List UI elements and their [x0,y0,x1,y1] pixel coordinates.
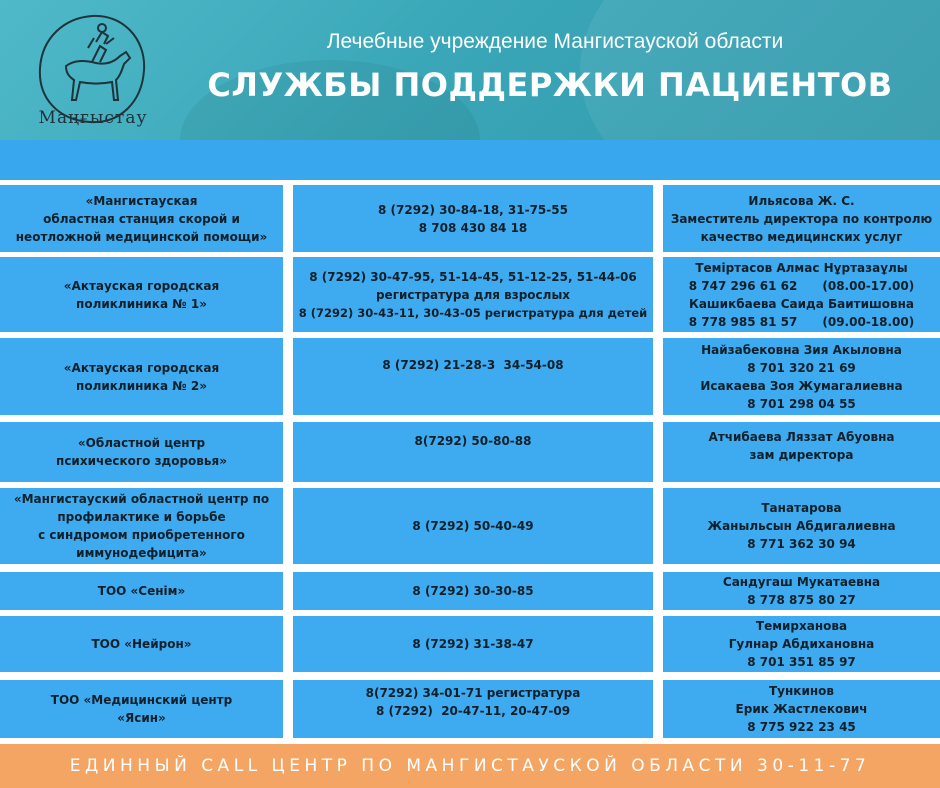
table-row-org: ТОО «Сенім» [0,572,283,610]
table-row-phones: 8(7292) 34-01-71 регистратура 8 (7292) 20-47-11, 20-47-09 [293,680,653,738]
table-row-phones: 8 (7292) 30-30-85 [293,572,653,610]
table-row-phones: 8 (7292) 31-38-47 [293,616,653,672]
table-row-org: «Актауская городская поликлиника № 1» [0,257,283,332]
table-row-contact: Теміртасов Алмас Нұртазаұлы 8 747 296 61 62 (08.00-17.00) Кашикбаева Саида Баитишовна 8 778 985 81 57 (09.00-18.00) [663,257,940,332]
page-title: СЛУЖБЫ ПОДДЕРЖКИ ПАЦИЕНТОВ [207,66,893,104]
table-row-contact: Ильясова Ж. С. Заместитель директора по контролю качество медицинских услуг [663,185,940,252]
table-row-phones: 8 (7292) 50-40-49 [293,488,653,564]
table-row-contact: Найзабековна Зия Акыловна 8 701 320 21 69 Исакаева Зоя Жумагалиевна 8 701 298 04 55 [663,338,940,415]
table-row-contact: Темирханова Гулнар Абдихановна 8 701 351 85 97 [663,616,940,672]
table-row-org: «Мангистауская областная станция скорой и неотложной медицинской помощи» [0,185,283,252]
table-row-contact: Сандугаш Мукатаевна 8 778 875 80 27 [663,572,940,610]
table-row-org: ТОО «Нейрон» [0,616,283,672]
table-row-org: «Областной центр психического здоровья» [0,422,283,482]
table-row-phones: 8 (7292) 30-47-95, 51-14-45, 51-12-25, 51-44-06 регистратура для взрослых 8 (7292) 30-43-11, 30-43-05 регистратура для детей [293,257,653,332]
call-center-footer: ЕДИННЫЙ CALL ЦЕНТР ПО МАНГИСТАУСКОЙ ОБЛАСТИ 30-11-77 [0,744,940,788]
table-row-contact: Танатарова Жаныльсын Абдигалиевна 8 771 362 30 94 [663,488,940,564]
header-banner [0,0,940,140]
table-row-contact: Атчибаева Ляззат Абуовна зам директора [663,422,940,482]
table-row-org: «Мангистауский областной центр по профилактике и борьбе с синдромом приобретенного иммунодефицита» [0,488,283,564]
table-row-org: ТОО «Медицинский центр «Ясин» [0,680,283,738]
table-row-phones: 8 (7292) 30-84-18, 31-75-55 8 708 430 84 18 [293,185,653,252]
table-header-band [0,140,940,180]
table-row-phones: 8 (7292) 21-28-3 34-54-08 [293,338,653,415]
logo-caption: Маңғыстау [38,108,148,128]
page-subtitle: Лечебные учреждение Мангистауской области [326,30,784,53]
table-row-phones: 8(7292) 50-80-88 [293,422,653,482]
table-row-org: «Актауская городская поликлиника № 2» [0,338,283,415]
table-row-contact: Тункинов Ерик Жастлекович 8 775 922 23 45 [663,680,940,738]
